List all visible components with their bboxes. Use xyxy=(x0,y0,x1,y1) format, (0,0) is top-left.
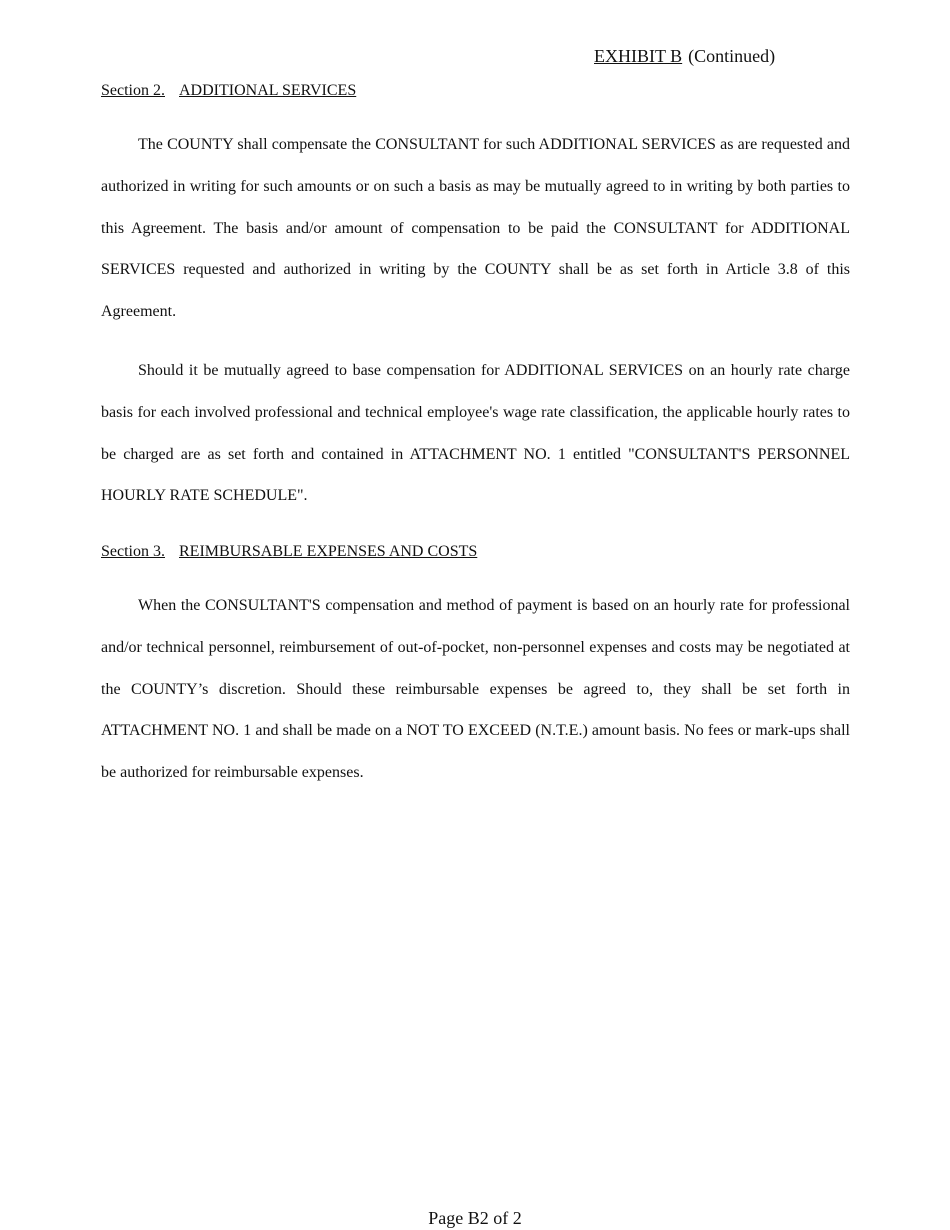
section-2-paragraph-2: Should it be mutually agreed to base compensation for ADDITIONAL SERVICES on an hourly rate charge basis for each involved professional and technical employee's wage rate classification, the applicable hourly rates to be charged are as set forth and contained in ATTACHMENT NO. 1 entitled "CONSULTANT'S PERSONNEL HOURLY RATE SCHEDULE". xyxy=(101,362,850,505)
section-2-title: ADDITIONAL SERVICES xyxy=(179,82,357,99)
section-2-heading xyxy=(101,81,356,101)
section-2-paragraph-1: The COUNTY shall compensate the CONSULTANT for such ADDITIONAL SERVICES as are requested and authorized in writing for such amounts or on such a basis as may be mutually agreed to in writing by both parties to this Agreement. The basis and/or amount of compensation to be paid the CONSULTANT for ADDITIONAL SERVICES requested and authorized in writing by the COUNTY shall be as set forth in Article 3.8 of this Agreement. xyxy=(101,136,850,321)
exhibit-header xyxy=(594,44,775,68)
section-3-number: Section 3. xyxy=(101,543,165,560)
exhibit-continued: (Continued) xyxy=(688,46,776,66)
page-number: Page B2 of 2 xyxy=(428,1208,522,1228)
section-3-paragraph-1: When the CONSULTANT'S compensation and method of payment is based on an hourly rate for professional and/or technical personnel, reimbursement of out-of-pocket, non-personnel expenses and costs may be negotiated at the COUNTY’s discretion. Should these reimbursable expenses be agreed to, they shall be set forth in ATTACHMENT NO. 1 and shall be made on a NOT TO EXCEED (N.T.E.) amount basis. No fees or mark-ups shall be authorized for reimbursable expenses. xyxy=(101,597,850,782)
exhibit-title: EXHIBIT B xyxy=(594,46,683,66)
section-3-heading xyxy=(101,542,477,562)
section-3-title: REIMBURSABLE EXPENSES AND COSTS xyxy=(179,543,478,560)
section-2-number: Section 2. xyxy=(101,82,165,99)
